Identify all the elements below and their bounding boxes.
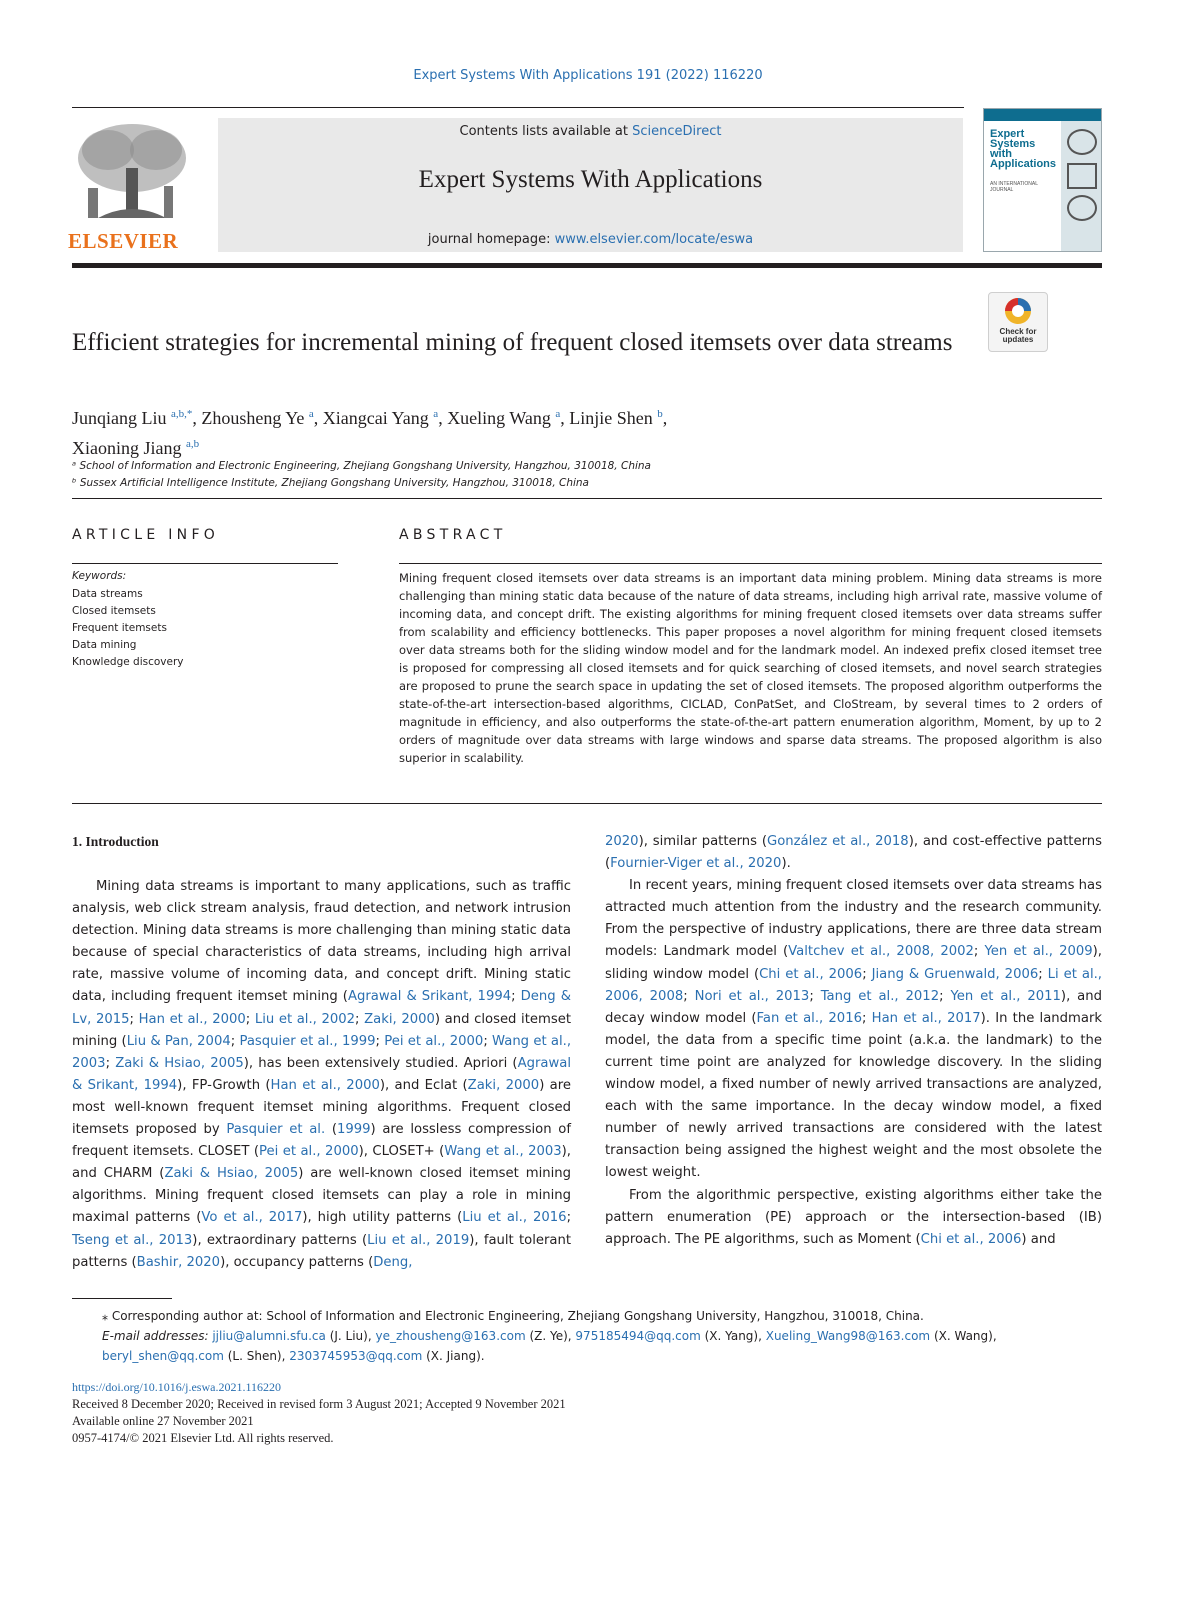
citation-link[interactable]: Pei et al., 2000 xyxy=(259,1144,359,1160)
email-link[interactable]: ye_zhousheng@163.com xyxy=(375,1329,526,1343)
keyword-item: Knowledge discovery xyxy=(72,656,184,668)
elsevier-wordmark: ELSEVIER xyxy=(68,229,179,253)
check-for-updates-badge[interactable] xyxy=(988,292,1048,352)
citation-link[interactable]: Zaki, 2000 xyxy=(467,1077,540,1093)
affiliation-a: ᵃ School of Information and Electronic Engineering, Zhejiang Gongshang University, Hangzhou, 310018, China xyxy=(72,460,651,472)
citation-link[interactable]: Han et al., 2000 xyxy=(270,1077,380,1093)
cover-title: Expert Systems with Applications xyxy=(990,128,1057,170)
citation-link[interactable]: Zaki & Hsiao, 2005 xyxy=(115,1055,244,1071)
email-link[interactable]: 975185494@qq.com xyxy=(575,1329,701,1343)
email-link[interactable]: jjliu@alumni.sfu.ca xyxy=(212,1329,326,1343)
doi-link[interactable]: https://doi.org/10.1016/j.eswa.2021.116220 xyxy=(72,1380,281,1394)
corresponding-author-note: ⁎ Corresponding author at: School of Information and Electronic Engineering, Zhejiang Gongshang University, Hangzhou, 310018, China. xyxy=(102,1309,924,1323)
citation-link[interactable]: Wang et al., 2003 xyxy=(444,1144,562,1160)
article-info-rule xyxy=(72,563,338,564)
section-heading-introduction: 1. Introduction xyxy=(72,834,159,849)
author-name: Xueling Wang xyxy=(447,408,556,428)
keywords-list xyxy=(72,586,184,671)
author-affiliation-marker[interactable]: a xyxy=(308,408,314,420)
author-name: Zhousheng Ye xyxy=(201,408,309,428)
citation-link[interactable]: Zaki & Hsiao, 2005 xyxy=(164,1166,299,1182)
article-title: Efficient strategies for incremental mining of frequent closed itemsets over data streams xyxy=(72,329,953,356)
citation-link[interactable]: Yen et al., 2011 xyxy=(950,988,1061,1004)
citation-link[interactable]: Agrawal & Srikant, 1994 xyxy=(72,1055,571,1093)
journal-title: Expert Systems With Applications xyxy=(418,166,763,193)
copyright: 0957-4174/© 2021 Elsevier Ltd. All rights reserved. xyxy=(72,1431,334,1445)
author-affiliation-marker[interactable]: a,b,* xyxy=(171,408,193,420)
author-name: Linjie Shen xyxy=(569,408,658,428)
citation-link[interactable]: Jiang & Gruenwald, 2006 xyxy=(871,966,1039,982)
abstract-bottom-rule xyxy=(72,803,1102,804)
citation-link[interactable]: Tang et al., 2012 xyxy=(820,988,940,1004)
citation-link[interactable]: Pasquier et al. xyxy=(226,1122,326,1138)
citation-link[interactable]: Liu et al., 2002 xyxy=(254,1011,356,1027)
email-label: E-mail addresses: xyxy=(102,1329,213,1343)
email-link[interactable]: Xueling_Wang98@163.com xyxy=(765,1329,931,1343)
cover-top-bar xyxy=(984,109,1101,121)
citation-link[interactable]: Deng, xyxy=(373,1254,413,1270)
author-list: Junqiang Liu $^{a,b,*}$, Zhousheng Ye $^a$, Xiangcai Yang $^a$, Xueling Wang $^a$, Linjie Shen $^b$, Xiaoning Jiang $^{a,b}$ xyxy=(72,408,668,458)
intro-paragraph: In recent years, mining frequent closed itemsets over data streams has attracted much attention from the industry and the research community. From the perspective of industry applications, there are three data stream models: Landmark model (Valtchev et al., 2008, 2002; Yen et al., 2009), sliding window model (Chi et al., 2006; Jiang & Gruenwald, 2006; Li et al., 2006, 2008; Nori et al., 2013; Tang et al., 2012; Yen et al., 2011), and decay window model (Fan et al., 2016; Han et al., 2017). In the landmark model, the data from a specific time point (a.k.a. the landmark) to the current time point are analyzed for knowledge discovery. In the sliding window model, a fixed number of newly arrived transactions are analyzed, each with the same importance. In the decay window model, a fixed number of newly arrived transactions are considered with the latest transaction being assigned the highest weight and the most obsolete the lowest weight. xyxy=(605,878,1103,1181)
citation-link[interactable]: Chi et al., 2006 xyxy=(759,966,863,982)
article-info-heading: ARTICLE INFO xyxy=(72,527,220,543)
received-dates: Received 8 December 2020; Received in revised form 3 August 2021; Accepted 9 November 2021 xyxy=(72,1397,566,1411)
abstract-heading: ABSTRACT xyxy=(399,527,507,543)
body-column-right xyxy=(605,831,1102,1251)
available-online: Available online 27 November 2021 xyxy=(72,1414,254,1428)
citation-link[interactable]: Li et al., 2006, 2008 xyxy=(605,966,1103,1004)
citation-link[interactable]: Liu & Pan, 2004 xyxy=(126,1033,231,1049)
citation-link[interactable]: Chi et al., 2006 xyxy=(920,1231,1022,1247)
citation-link[interactable]: Pei et al., 2000 xyxy=(384,1033,484,1049)
keyword-item: Frequent itemsets xyxy=(72,622,167,634)
crossmark-label: Check for updates xyxy=(999,327,1037,344)
header-thick-rule xyxy=(72,263,1102,268)
contents-line xyxy=(218,124,963,139)
email-link[interactable]: beryl_shen@qq.com xyxy=(102,1349,224,1363)
author-name: Xiangcai Yang xyxy=(322,408,434,428)
citation-link[interactable]: Wang et al., 2003 xyxy=(72,1033,572,1071)
affiliation-b: ᵇ Sussex Artificial Intelligence Institute, Zhejiang Gongshang University, Hangzhou, 310018, China xyxy=(72,477,589,489)
citation-link[interactable]: Fournier-Viger et al., 2020 xyxy=(610,856,782,872)
keyword-item: Data streams xyxy=(72,588,143,600)
homepage-link[interactable]: www.elsevier.com/locate/eswa xyxy=(554,232,754,247)
homepage-line xyxy=(218,232,963,247)
keyword-item: Data mining xyxy=(72,639,137,651)
author-name: Xiaoning Jiang xyxy=(72,438,186,458)
email-addresses: E-mail addresses: jjliu@alumni.sfu.ca (J. Liu), ye_zhousheng@163.com (Z. Ye), 975185494@qq.com (X. Yang), Xueling_Wang98@163.com (X. Wang), beryl_shen@qq.com (L. Shen), 2303745953@qq.com (X. Jiang). xyxy=(102,1329,997,1363)
citation-link[interactable]: Bashir, 2020 xyxy=(136,1254,221,1270)
citation-link[interactable]: 2020 xyxy=(605,834,639,849)
body-column-left xyxy=(72,876,571,1274)
cover-subtitle: AN INTERNATIONAL JOURNAL xyxy=(990,181,1038,193)
journal-reference[interactable]: Expert Systems With Applications 191 (2022) 116220 xyxy=(413,68,763,83)
top-rule xyxy=(72,107,964,108)
contents-prefix: Contents lists available at xyxy=(459,124,633,139)
citation-link[interactable]: Zaki, 2000 xyxy=(364,1011,435,1027)
intro-paragraph: From the algorithmic perspective, existing algorithms either take the pattern enumeration (PE) approach or the intersection-based (IB) approach. The PE algorithms, such as Moment (Chi et al., 2006) and xyxy=(605,1187,1102,1247)
citation-link[interactable]: Liu et al., 2019 xyxy=(367,1232,470,1248)
citation-link[interactable]: Yen et al., 2009 xyxy=(984,944,1093,960)
citation-link[interactable]: Han et al., 2017 xyxy=(871,1010,981,1026)
citation-link[interactable]: Liu et al., 2016 xyxy=(462,1210,567,1226)
citation-link[interactable]: Pasquier et al., 1999 xyxy=(239,1033,376,1049)
cover-image-strip xyxy=(1061,121,1101,251)
journal-cover-thumbnail[interactable] xyxy=(983,108,1102,252)
keyword-item: Closed itemsets xyxy=(72,605,156,617)
author-affiliation-marker[interactable]: a xyxy=(555,408,561,420)
citation-link[interactable]: González et al., 2018 xyxy=(766,834,909,849)
crossmark-icon xyxy=(989,293,1047,327)
author-name: Junqiang Liu xyxy=(72,408,171,428)
citation-link[interactable]: Fan et al., 2016 xyxy=(756,1010,862,1026)
citation-link[interactable]: Nori et al., 2013 xyxy=(694,988,810,1004)
email-link[interactable]: 2303745953@qq.com xyxy=(289,1349,423,1363)
citation-link[interactable]: Agrawal & Srikant, 1994 xyxy=(347,989,512,1005)
citation-link[interactable]: Deng & Lv, 2015 xyxy=(72,989,572,1027)
intro-paragraph-continued: 2020), similar patterns (González et al., 2018), and cost-effective patterns (Fournier-Viger et al., 2020). xyxy=(605,834,1102,872)
homepage-prefix: journal homepage: xyxy=(427,232,555,247)
citation-link[interactable]: Vo et al., 2017 xyxy=(201,1210,303,1226)
citation-link[interactable]: 1999 xyxy=(336,1122,371,1138)
abstract-rule xyxy=(399,563,1102,564)
sciencedirect-link[interactable]: ScienceDirect xyxy=(632,124,722,139)
author-affiliation-marker[interactable]: a,b xyxy=(186,438,200,450)
intro-paragraph: Mining data streams is important to many applications, such as traffic analysis, web click stream analysis, fraud detection, and network intrusion detection. Mining data streams is more challenging than mining static data because of special characteristics of data streams, including high arrival rate, massive volume of incoming data, and concept drift. Mining static data, including frequent itemset mining (Agrawal & Srikant, 1994; Deng & Lv, 2015; Han et al., 2000; Liu et al., 2002; Zaki, 2000) and closed itemset mining (Liu & Pan, 2004; Pasquier et al., 1999; Pei et al., 2000; Wang et al., 2003; Zaki & Hsiao, 2005), has been extensively studied. Apriori (Agrawal & Srikant, 1994), FP-Growth (Han et al., 2000), and Eclat (Zaki, 2000) are most well-known frequent itemset mining algorithms. Frequent closed itemsets proposed by Pasquier et al. (1999) are lossless compression of frequent itemsets. CLOSET (Pei et al., 2000), CLOSET+ (Wang et al., 2003), and CHARM (Zaki & Hsiao, 2005) are well-known closed itemset mining algorithms. Mining frequent closed itemsets can play a role in mining maximal patterns (Vo et al., 2017), high utility patterns (Liu et al., 2016; Tseng et al., 2013), extraordinary patterns (Liu et al., 2019), fault tolerant patterns (Bashir, 2020), occupancy patterns (Deng, xyxy=(72,879,572,1270)
footnote xyxy=(72,1306,1102,1366)
citation-link[interactable]: Tseng et al., 2013 xyxy=(72,1232,193,1248)
citation-link[interactable]: Han et al., 2000 xyxy=(138,1011,246,1027)
author-affiliation-marker[interactable]: b xyxy=(657,408,663,420)
abstract-text: Mining frequent closed itemsets over data streams is an important data mining problem. Mining data streams is more challenging than mining static data because of the nature of data streams, including high arrival rate, massive volume of incoming data, and concept drift. The existing algorithms for mining frequent closed itemsets over data streams suffer from scalability and efficiency bottlenecks. This paper proposes a novel algorithm for mining frequent closed itemsets over data streams both for the sliding window model and for the landmark model. An indexed prefix closed itemset tree is proposed for compressing all closed itemsets and for quick searching of closed itemsets, and novel search strategies are proposed to prune the search space in updating the set of closed itemsets. The proposed algorithm outperforms the state-of-the-art intersection-based algorithms, CICLAD, ConPatSet, and CloStream, by several times to 2 orders of magnitude in efficiency, and also outperforms the state-of-the-art pattern enumeration algorithm, Moment, by up to 2 orders of magnitude over data streams with large windows and sparse data streams. The proposed algorithm is also superior in scalability. xyxy=(399,571,1102,765)
footnote-rule xyxy=(72,1298,172,1299)
citation-link[interactable]: Valtchev et al., 2008, 2002 xyxy=(788,944,974,960)
author-affiliation-marker[interactable]: a xyxy=(433,408,439,420)
affiliation-rule xyxy=(72,498,1102,499)
keywords-label: Keywords: xyxy=(72,570,127,582)
